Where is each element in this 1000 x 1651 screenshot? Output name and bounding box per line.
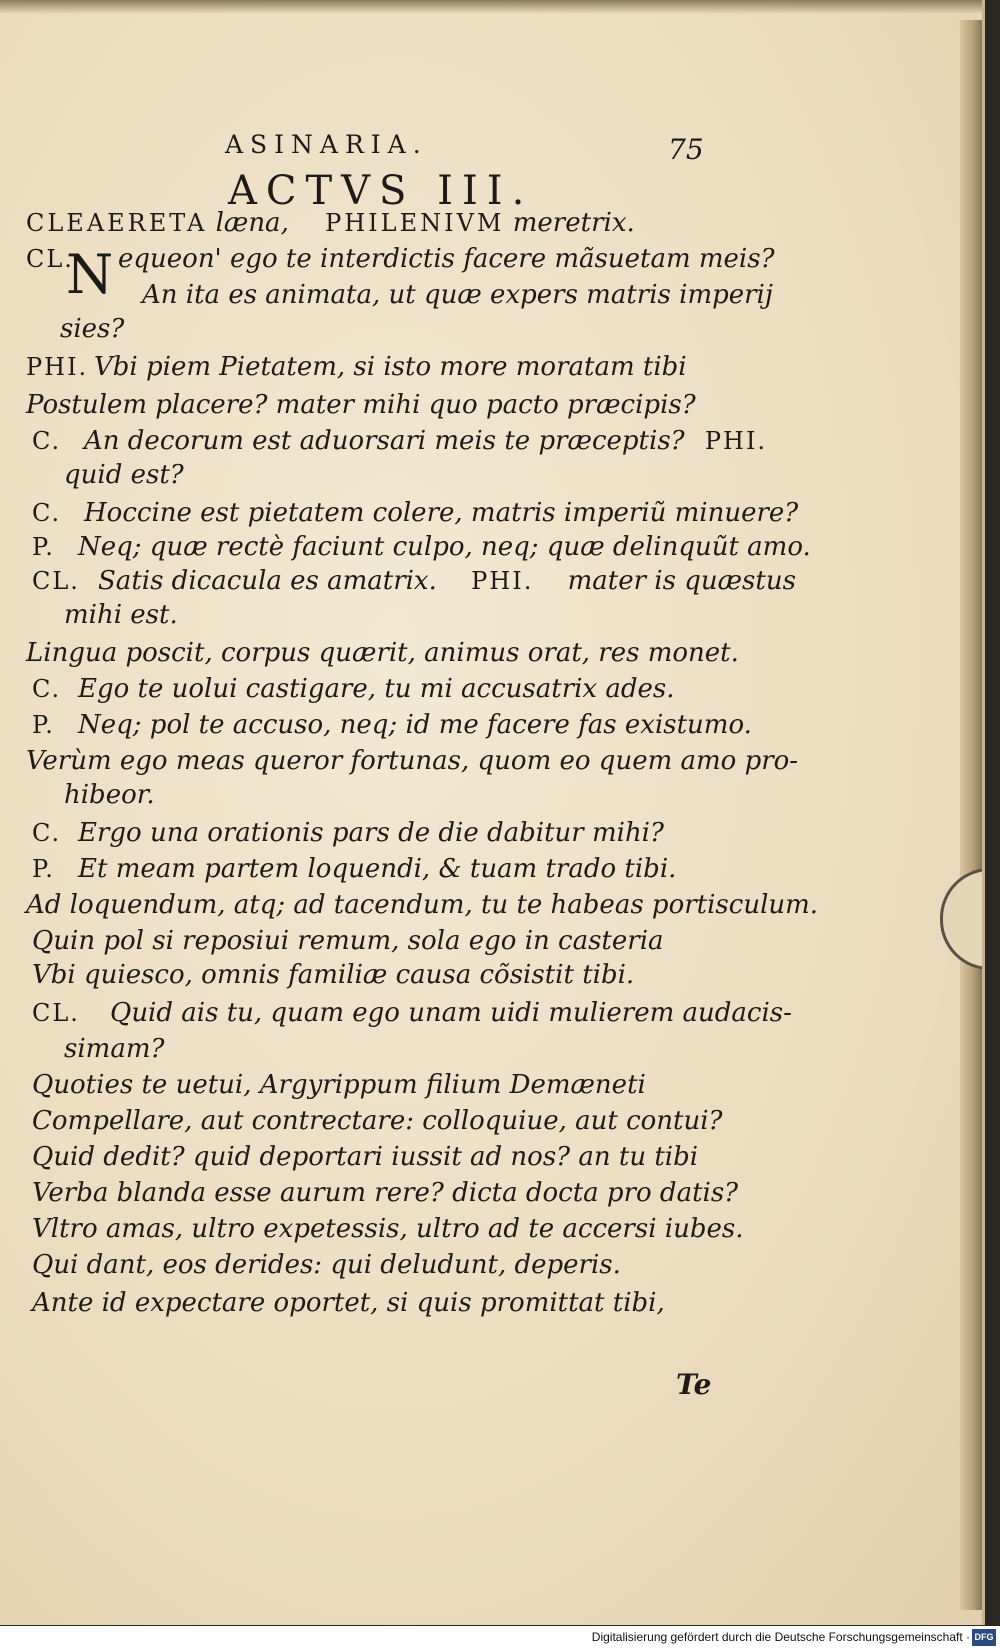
speaker-tag: P. <box>32 711 55 739</box>
speaker-tag: PHI. <box>26 353 89 381</box>
verse-line <box>32 674 61 704</box>
verse-line: hibeor. <box>64 780 155 810</box>
verse-line: Postulem placere? mater mihi quo pacto præcipis? <box>26 390 696 420</box>
verse-line: mihi est. <box>64 600 178 630</box>
verse-line: Neq; pol te accuso, neq; id me facere fas existumo. <box>78 710 752 740</box>
cast-role-philenium: meretrix. <box>512 208 635 238</box>
verse-line: Qui dant, eos derides: qui deludunt, deperis. <box>32 1250 621 1280</box>
verse-line <box>32 854 55 884</box>
cast-line <box>26 208 635 238</box>
verse-line <box>32 566 80 596</box>
verse-line: Ad loquendum, atq; ad tacendum, tu te habeas portisculum. <box>26 890 819 920</box>
drop-capital: N <box>66 243 114 306</box>
verse-line: Quid ais tu, quam ego unam uidi mulierem audacis- <box>110 998 792 1028</box>
speaker-tag: C. <box>32 675 62 703</box>
verse-line: Vbi quiesco, omnis familiæ causa cõsistit tibi. <box>32 960 635 990</box>
footer-credit: Digitalisierung gefördert durch die Deutsche Forschungsgemeinschaft · <box>591 1630 970 1644</box>
verse-line: Neq; quæ rectè faciunt culpo, neq; quæ delinquũt amo. <box>78 532 811 562</box>
dfg-logo: DFG <box>972 1629 996 1646</box>
verse-line: Quin pol si reposiui remum, sola ego in casteria <box>32 926 664 956</box>
page-top-shadow <box>0 0 982 14</box>
verse-line <box>32 532 55 562</box>
verse-line: Verba blanda esse aurum rere? dicta docta pro datis? <box>32 1178 739 1208</box>
verse-line: Ergo una orationis pars de die dabitur mihi? <box>78 818 664 848</box>
verse-line: Et meam partem loquendi, & tuam trado tibi. <box>78 854 677 884</box>
verse-line: Lingua poscit, corpus quærit, animus orat, res monet. <box>26 638 739 668</box>
verse-line: Vltro amas, ultro expetessis, ultro ad te accersi iubes. <box>32 1214 744 1244</box>
speaker-tag: CL. <box>32 999 80 1027</box>
verse-line <box>32 998 80 1028</box>
page-number: 75 <box>668 133 704 166</box>
verse-line: Ego te uolui castigare, tu mi accusatrix ades. <box>78 674 675 704</box>
verse-line: Hoccine est pietatem colere, matris imperiũ minuere? <box>84 498 799 528</box>
verse-line: quid est? <box>64 460 184 490</box>
page-tab <box>940 868 985 970</box>
verse-line: Compellare, aut contrectare: colloquiue, aut contui? <box>32 1106 723 1136</box>
cast-name-philenium: PHILENIVM <box>325 209 505 237</box>
speaker-tag: C. <box>32 499 62 527</box>
speaker-tag: PHI. <box>704 427 768 455</box>
speaker-tag: CL. <box>26 245 74 273</box>
running-head: ASINARIA. <box>225 130 428 159</box>
verse-line: sies? <box>60 314 125 344</box>
verse-line <box>26 352 88 382</box>
verse-line: Ante id expectare oportet, si quis promittat tibi, <box>32 1288 665 1318</box>
verse-text: Satis dicacula es amatrix. <box>98 566 437 596</box>
verse-line: Quoties te uetui, Argyrippum filium Demæneti <box>32 1070 646 1100</box>
verse-line: Verùm ego meas queror fortunas, quom eo quem amo pro- <box>26 746 799 776</box>
catchword: Te <box>676 1368 712 1401</box>
verse-text: mater is quæstus <box>567 566 796 596</box>
verse-line: equeon' ego te interdictis facere mãsuetam meis? <box>118 244 775 274</box>
footer-bar <box>0 1626 1000 1651</box>
verse-line: Quid dedit? quid deportari iussit ad nos? an tu tibi <box>32 1142 699 1172</box>
act-title: ACTVS III. <box>228 168 534 214</box>
verse-line <box>32 818 61 848</box>
verse-line <box>32 426 61 456</box>
verse-line <box>26 244 74 274</box>
verse-line: simam? <box>64 1034 165 1064</box>
cast-name-cleaereta: CLEAERETA <box>26 209 208 237</box>
verse-line <box>32 710 55 740</box>
speaker-tag: PHI. <box>471 567 534 595</box>
speaker-tag: C. <box>32 427 62 455</box>
cast-role-cleaereta: læna, <box>215 208 289 238</box>
verse-line: Vbi piem Pietatem, si isto more moratam tibi <box>94 352 687 382</box>
verse-line: An ita es animata, ut quæ expers matris imperij <box>142 280 773 310</box>
verse-line <box>84 426 767 456</box>
speaker-tag: CL. <box>32 567 80 595</box>
verse-line <box>32 498 61 528</box>
speaker-tag: P. <box>32 533 55 561</box>
speaker-tag: C. <box>32 819 62 847</box>
verse-line <box>98 566 796 596</box>
speaker-tag: P. <box>32 855 55 883</box>
page-edge <box>960 20 982 1610</box>
verse-text: An decorum est aduorsari meis te præceptis? <box>84 426 685 456</box>
